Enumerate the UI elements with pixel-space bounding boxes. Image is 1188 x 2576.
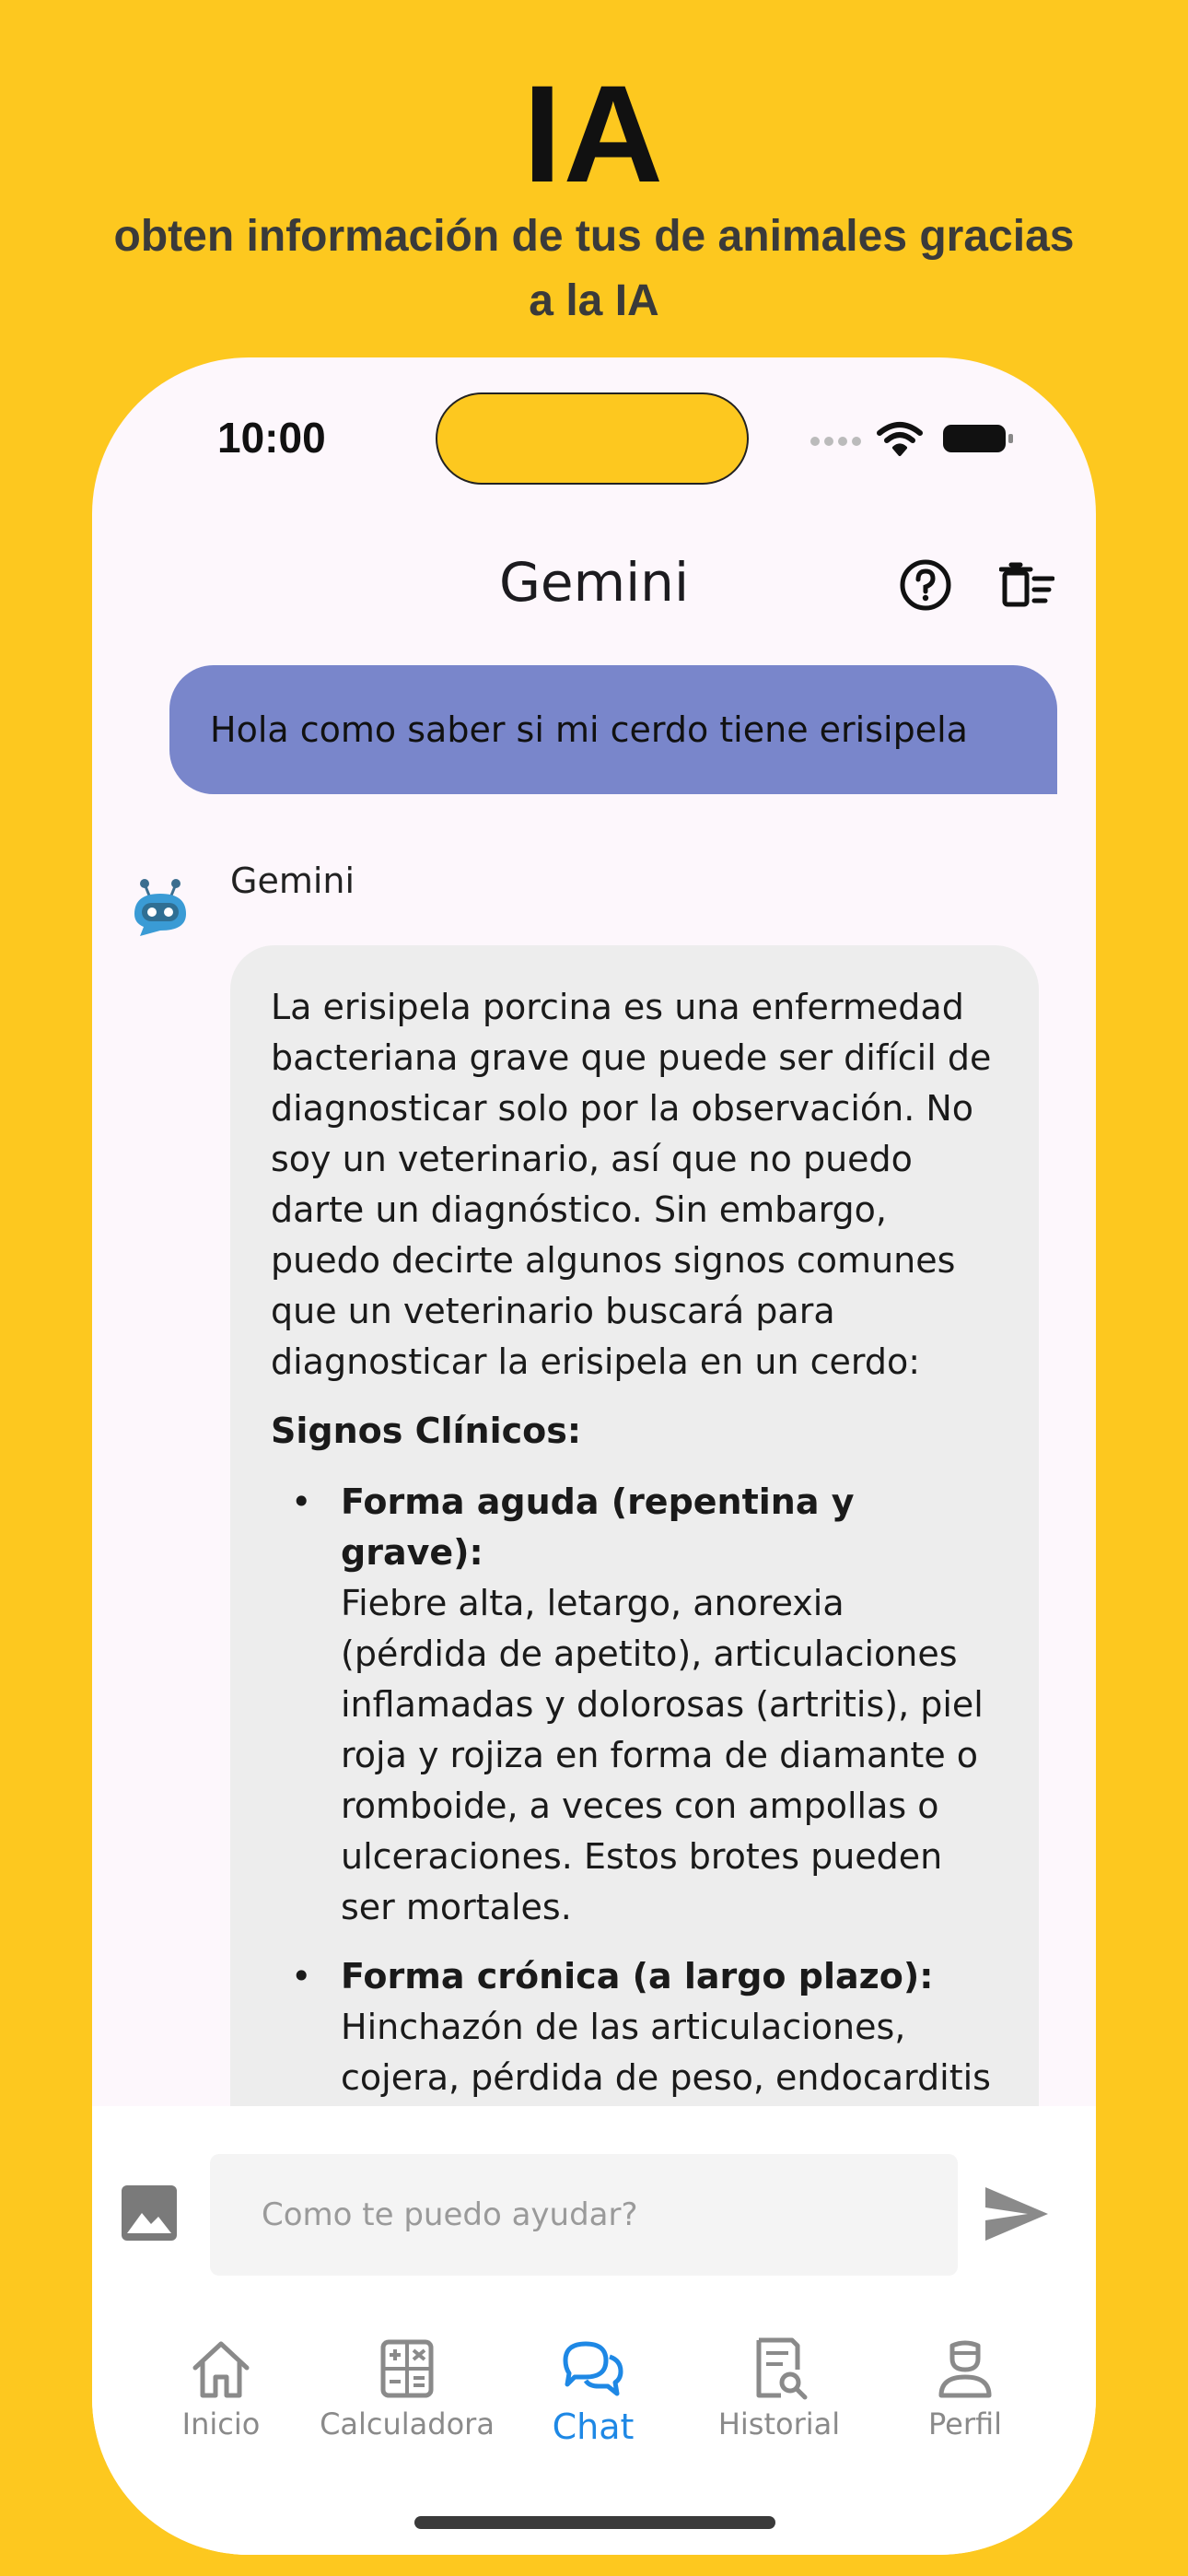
phone-screen [92,357,1096,2555]
bot-bullet-list [271,1477,998,2205]
calculator-icon [374,2336,440,2401]
list-item [271,1477,998,1933]
history-icon [746,2336,812,2401]
home-indicator[interactable] [414,2516,775,2529]
nav-item-chat[interactable] [501,2336,685,2447]
user-message-bubble [169,665,1057,794]
bullet-glyph: • [291,1481,312,1522]
bullet-text: Hinchazón de las articulaciones, cojera, pérdida de peso, endocarditis [341,2007,991,2098]
chat-input[interactable] [210,2154,958,2276]
home-icon [188,2336,254,2401]
robot-icon [127,873,193,940]
profile-icon [932,2336,998,2401]
chat-icon [560,2336,626,2401]
nav-label: Perfil [927,2406,1003,2441]
nav-label: Inicio [181,2406,261,2441]
cellular-signal-icon [810,437,862,450]
bullet-label: Forma crónica (a largo plazo): [341,1956,934,1996]
wifi-icon [877,420,923,457]
image-icon[interactable] [120,2184,179,2242]
bot-intro-text: La erisipela porcina es una enfermedad bacteriana grave que puede ser difícil de diagnosticar solo por la observación. No soy un veterinario, así que no puedo darte un diagnóstico. Sin embargo, puedo decirte algunos signos comunes que un veterinario buscará para diagnosticar la erisipela en un cerdo: [271,987,992,1382]
nav-item-calculadora[interactable] [315,2336,499,2441]
nav-item-historial[interactable] [687,2336,871,2441]
promo-subtitle: obten información de tus de animales gracias a la IA [113,212,1075,325]
bullet-glyph: • [291,1956,312,1996]
promo-title: IA [523,56,665,211]
bot-name: Gemini [230,861,355,901]
nav-label: Historial [717,2406,841,2441]
help-circle-icon[interactable] [899,558,952,612]
battery-icon [941,420,1015,457]
user-message-text: Hola como saber si mi cerdo tiene erisipela [210,709,968,750]
nav-item-inicio[interactable] [129,2336,313,2441]
delete-sweep-icon[interactable] [999,562,1054,610]
page-title: Gemini [498,551,690,614]
send-icon[interactable] [984,2185,1050,2242]
status-time: 10:00 [217,414,326,462]
bullet-text: Fiebre alta, letargo, anorexia (pérdida de apetito), articulaciones inflamadas y dolorosas (artritis), piel roja y rojiza en forma de diamante o romboide, a veces con ampollas o ulceraciones. Estos brotes pueden ser mortales. [341,1583,984,1927]
bot-heading: Signos Clínicos: [271,1411,582,1451]
bot-message-bubble [230,945,1039,2235]
nav-label: Calculadora [320,2406,495,2441]
bullet-label: Forma aguda (repentina y grave): [341,1481,855,1573]
nav-item-perfil[interactable] [873,2336,1057,2441]
dynamic-island [436,392,749,485]
nav-label: Chat [552,2406,635,2447]
input-area [92,2106,1096,2555]
